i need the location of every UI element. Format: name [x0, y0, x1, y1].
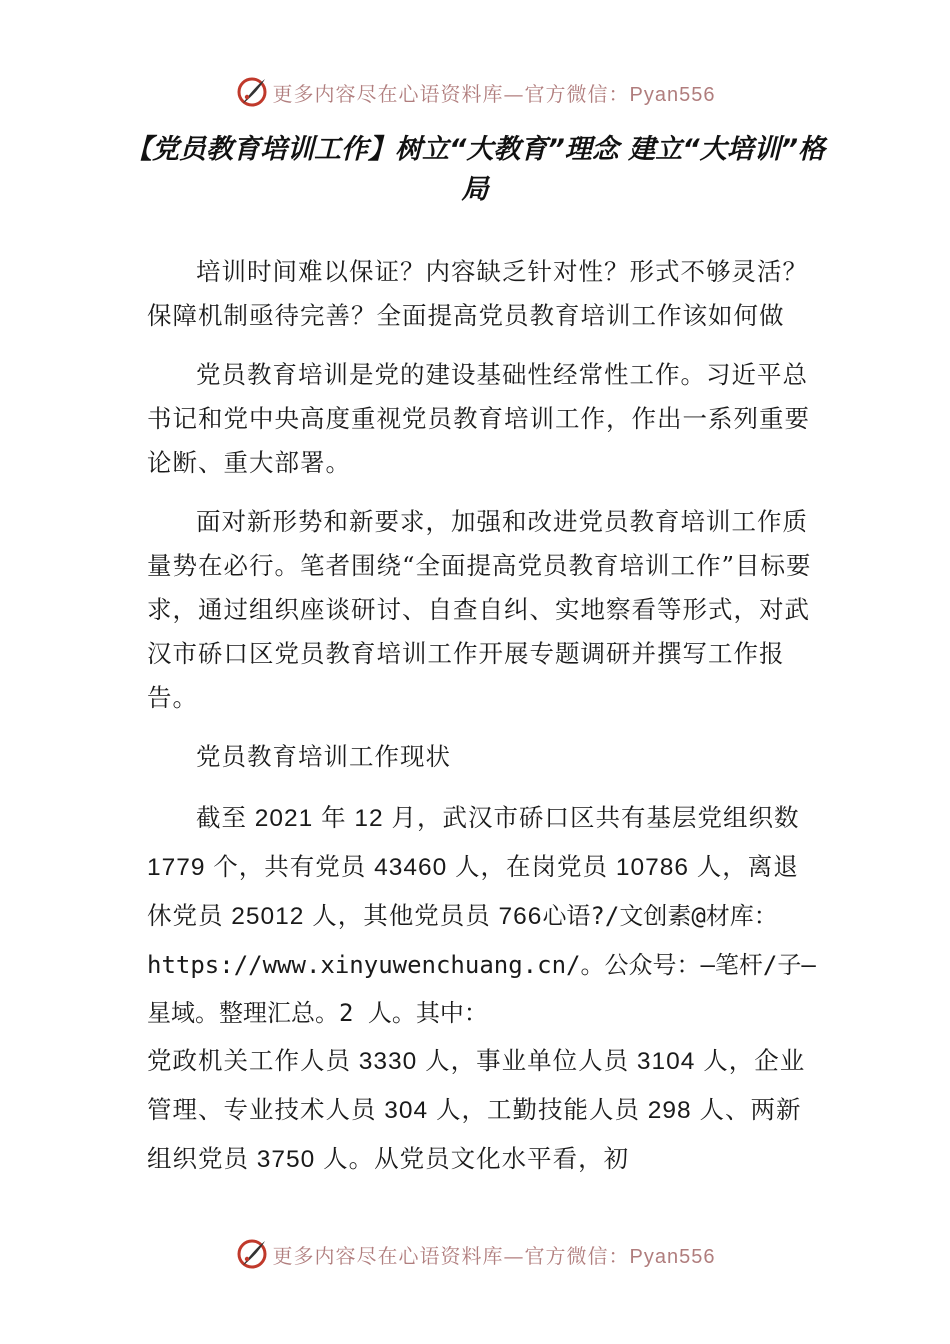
- statistics-text-continued: 党政机关工作人员 3330 人，事业单位人员 3104 人，企业管理、专业技术人员 304 人，工勤技能人员 298 人、两新组织党员 3750 人。从党员文化水平看，初: [147, 1048, 806, 1173]
- quill-pen-circle-icon: [235, 75, 269, 109]
- paragraph-importance: 党员教育培训是党的建设基础性经常性工作。习近平总书记和党中央高度重视党员教育培训工作，作出一系列重要论断、重大部署。: [147, 360, 810, 477]
- section-heading-status: 党员教育培训工作现状: [196, 742, 451, 771]
- article-body: [147, 250, 823, 1184]
- footer-banner: [0, 1234, 950, 1274]
- quill-pen-circle-icon: [235, 1237, 269, 1271]
- banner-wechat-id: Pyan556: [629, 1245, 716, 1268]
- banner-wechat-id: Pyan556: [629, 83, 716, 106]
- banner-text-cn: 更多内容尽在心语资料库—官方微信：: [272, 1243, 630, 1268]
- watermark-insert-text: 心语?/文创素@材库：https://www.xinyuwenchuang.cn/。公众号：—笔杆/子—星域。整理汇总。2 人。其中：: [147, 902, 816, 1027]
- banner-text-cn: 更多内容尽在心语资料库—官方微信：: [272, 81, 630, 106]
- article-title: 【党员教育培训工作】树立“大教育”理念 建立“大培训”格局: [125, 134, 825, 205]
- paragraph-intro-questions: 培训时间难以保证？内容缺乏针对性？形式不够灵活？保障机制亟待完善？全面提高党员教育培训工作该如何做: [147, 257, 808, 330]
- banner-text: [273, 1240, 716, 1269]
- banner-text: [273, 78, 716, 107]
- header-banner: [0, 72, 950, 112]
- paragraph-research: 面对新形势和新要求，加强和改进党员教育培训工作质量势在必行。笔者围绕“全面提高党员教育培训工作”目标要求，通过组织座谈研讨、自查自纠、实地察看等形式，对武汉市硚口区党员教育培训工作开展专题调研并撰写工作报告。: [147, 507, 812, 712]
- paragraph-statistics: [147, 794, 823, 1184]
- statistics-text: 截至 2021 年 12 月，武汉市硚口区共有基层党组织数 1779 个，共有党员 43460 人，在岗党员 10786 人，离退休党员 25012 人，其他党员员 766: [147, 805, 800, 930]
